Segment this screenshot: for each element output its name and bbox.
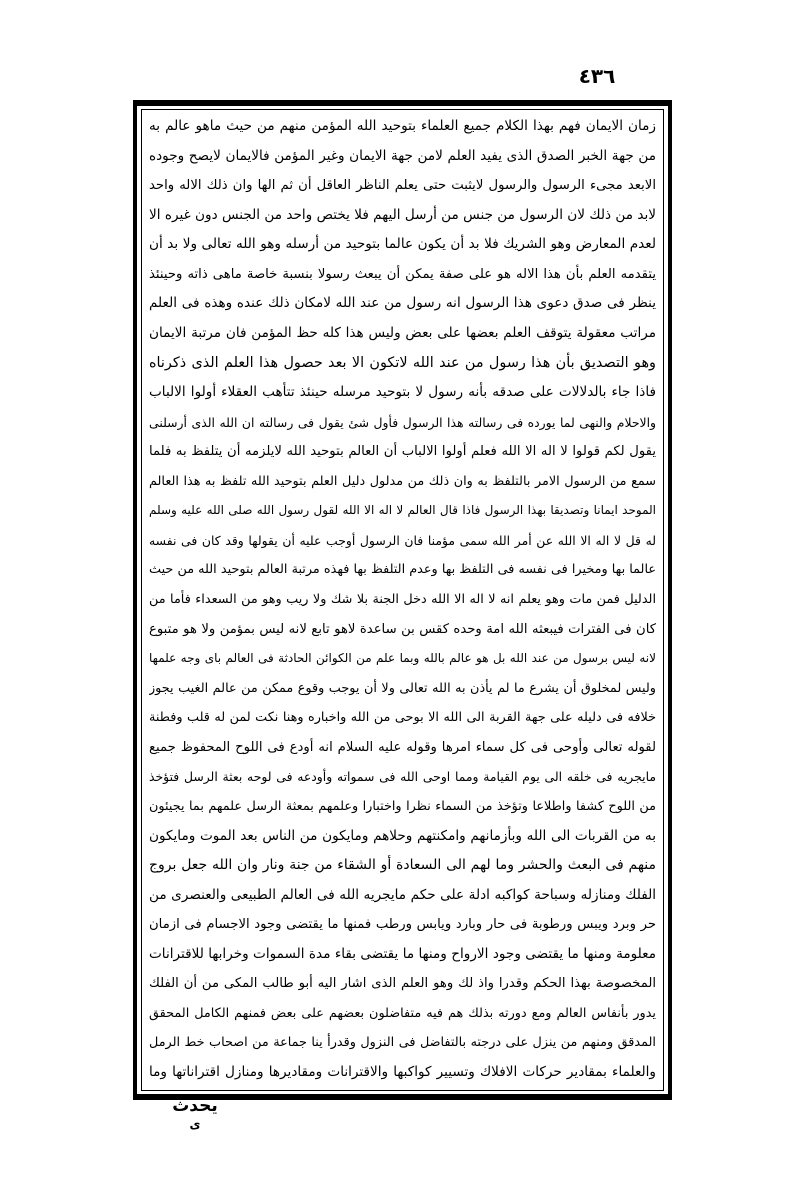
text-line: فاذا جاء بالدلالات على صدقه بأنه رسول لا بتوحيد مرسله حينئذ تتأهب العقلاء أولوا الالباب	[149, 384, 656, 401]
text-line: الابعد مجىء الرسول والرسول لايثبت حتى يعلم الناظر العاقل أن ثم الها وان ذلك الاله واحد	[149, 178, 656, 194]
main-text-block	[149, 112, 656, 1088]
text-line: منهم فى البعث والحشر وما لهم الى السعادة أو الشقاء من جنة ونار وان الله جعل بروج	[149, 857, 656, 874]
text-line: سمع من الرسول الامر بالتلفظ به وان ذلك من مدلول دليل العلم بتوحيد الله تلفظ به هذا العالم	[149, 473, 656, 489]
text-line: يدور بأنفاس العالم ومع دورته بذلك هم فيه متفاضلون بعضهم على بعض فمنهم الكامل المحقق	[149, 1005, 656, 1021]
text-line: مراتب معقولة يتوقف العلم بعضها على بعض وليس هذا كله حظ المؤمن فان مرتبة الايمان	[149, 324, 656, 341]
text-line: لانه ليس برسول من عند الله بل هو عالم بالله وبما علم من الكوائن الحادثة فى العالم باى وجه علمها	[149, 651, 656, 666]
text-line: زمان الايمان فهم بهذا الكلام جميع العلماء بتوحيد الله المؤمن منهم من حيث ماهو عالم به	[149, 118, 656, 134]
page-number: ٤٣٦	[578, 64, 616, 88]
text-line: له قل لا اله الا الله عن أمر الله سمى مؤمنا فان الرسول أوجب عليه أن يقولها وقد كان فى نفسه	[149, 532, 656, 548]
text-line: كان فى الفترات فيبعثه الله امة وحده كقس بن ساعدة لاهو تابع لانه ليس بمؤمن ولا هو متبوع	[149, 621, 656, 637]
catchword: يحدث	[172, 1096, 218, 1116]
text-line: يتقدمه العلم بأن هذا الاله هو على صفة يمكن أن يبعث رسولا بنسبة خاصة ماهى ذاته وحينئذ	[149, 266, 656, 282]
text-line: ينظر فى صدق دعوى هذا الرسول انه رسول من عند الله لامكان ذلك عنده وهذه فى العلم	[149, 295, 656, 312]
text-frame	[133, 100, 672, 1100]
text-line: وهو التصديق بأن هذا رسول من عند الله لاتكون الا بعد حصول هذا العلم الذى ذكرناه	[149, 354, 656, 371]
text-line: المدقق ومنهم من ينزل على درجته بالتفاضل فى النزول وقدرأ ينا جماعة من اصحاب خط الرمل	[149, 1035, 656, 1051]
text-line: والاحلام والنهى لما يورده فى رسالته هذا الرسول فأول شئ يقول فى رسالته ان الله الذى أرسلنى	[149, 414, 656, 430]
text-line: من اللوح كشفا واطلاعا وتؤخذ من السماء نظرا واختبارا وعلمهم بمعثة الرسل علمهم بما يجيئون	[149, 798, 656, 814]
text-line: خلافه فى دليله على جهة القربة الى الله الا بوحى من الله واخباره وهنا نكت لمن له قلب وفطنة	[149, 710, 656, 726]
text-line: وليس لمخلوق أن يشرع ما لم يأذن به الله تعالى ولا أن يوجب وقوع ممكن من عالم الغيب يجوز	[149, 680, 656, 696]
text-line: من جهة الخبر الصدق الذى يفيد العلم لامن جهة الايمان وغير المؤمن فالايمان لايصح وجوده	[149, 147, 656, 164]
text-line: لابد من ذلك لان الرسول من جنس من أرسل اليهم فلا يختص واحد من الجنس دون غيره الا	[149, 206, 656, 223]
text-line: الموحد ايمانا وتصديقا بهذا الرسول فاذا قال العالم لا اله الا الله لقول رسول الله صلى الله عليه وسلم	[149, 503, 656, 518]
text-line: يقول لكم قولوا لا اله الا الله فعلم أولوا الالباب أن العالم بتوحيد الله لايلزمه أن يتلفظ به فلما	[149, 444, 656, 460]
text-line: عالما بها ومخيرا فى نفسه فى التلفظ بها وعدم التلفظ بها فهذه مرتبة العالم بتوحيد الله من حيث	[149, 562, 656, 578]
text-line: حر وبرد ويبس ورطوبة فى حار وبارد ويابس ورطب فمنها ما يقتضى وجود الاجسام فى ازمان	[149, 917, 656, 933]
text-line: به من القربات الى الله وبأزمانهم وامكنتهم وحلاهم ومايكون من الناس بعد الموت ومايكون	[149, 827, 656, 844]
text-line: مايجريه فى خلقه الى يوم القيامة ومما اوحى الله فى سمواته وأودعه فى لوحه بعثة الرسل فتؤخذ	[149, 769, 656, 785]
text-line: الفلك ومنازله وسباحة كواكبه ادلة على حكم مايجريه الله فى العالم الطبيعى والعنصرى من	[149, 886, 656, 903]
text-line: لعدم المعارض وهو الشريك فلا بد أن يكون عالما بتوحيد من أرسله وهو الله تعالى ولا بد أن	[149, 236, 656, 253]
text-line: والعلماء بمقادير حركات الافلاك وتسيير كواكبها والاقترانات ومقاديرها ومنازل اقتراناتها وما	[149, 1064, 656, 1080]
text-line: لقوله تعالى وأوحى فى كل سماء امرها وقوله عليه السلام انه أودع فى اللوح المحفوظ جميع	[149, 739, 656, 755]
text-line: الدليل فمن مات وهو يعلم انه لا اله الا الله دخل الجنة بلا شك ولا ريب وهو من السعداء فأما من	[149, 592, 656, 607]
signature-mark: ى	[189, 1117, 201, 1131]
text-line: معلومة ومنها ما يقتضى وجود الارواح ومنها ما يقتضى بقاء مدة السموات وخرابها للاقترانات	[149, 945, 656, 962]
text-line: المخصوصة بهذا الحكم وقدرا واذ لك وهو العلم الذى اشار اليه أبو طالب المكى من أن الفلك	[149, 976, 656, 992]
